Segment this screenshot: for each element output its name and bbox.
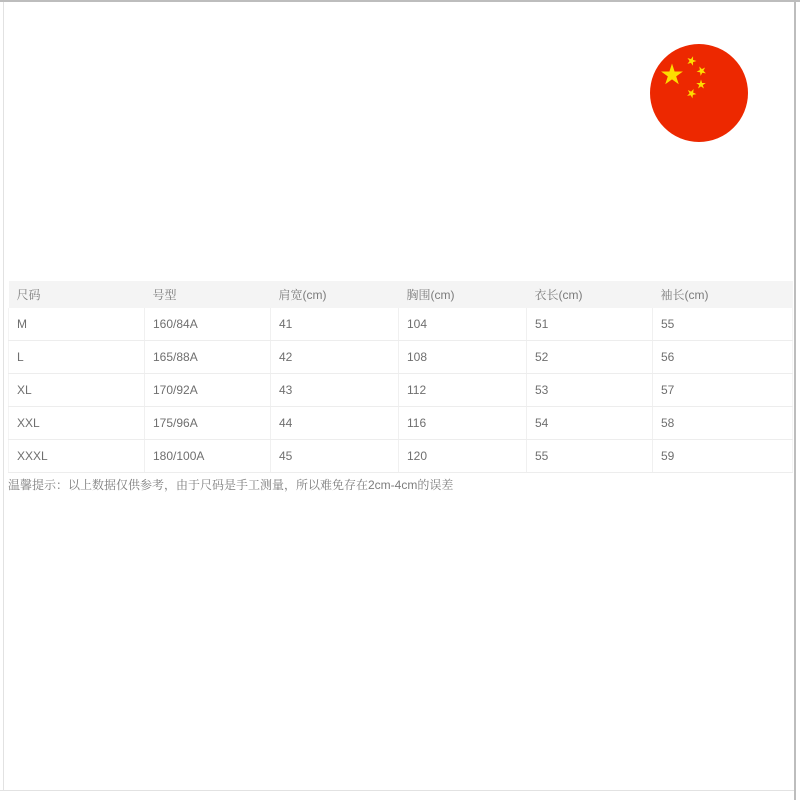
cell-size: XL bbox=[9, 374, 145, 407]
cell-model: 160/84A bbox=[145, 308, 271, 341]
cell-size: L bbox=[9, 341, 145, 374]
header-length: 衣长(cm) bbox=[527, 281, 653, 308]
header-size: 尺码 bbox=[9, 281, 145, 308]
table-row bbox=[9, 341, 793, 374]
cell-shoulder: 41 bbox=[271, 308, 399, 341]
cell-size: XXL bbox=[9, 407, 145, 440]
cell-shoulder: 44 bbox=[271, 407, 399, 440]
header-shoulder: 肩宽(cm) bbox=[271, 281, 399, 308]
table-row bbox=[9, 308, 793, 341]
cell-length: 53 bbox=[527, 374, 653, 407]
cell-model: 180/100A bbox=[145, 440, 271, 473]
cell-length: 51 bbox=[527, 308, 653, 341]
cell-sleeve: 59 bbox=[653, 440, 793, 473]
cell-size: XXXL bbox=[9, 440, 145, 473]
frame-border-right bbox=[794, 0, 796, 800]
cell-sleeve: 55 bbox=[653, 308, 793, 341]
table-row bbox=[9, 374, 793, 407]
cell-chest: 108 bbox=[399, 341, 527, 374]
table-header-row bbox=[9, 281, 793, 308]
size-chart-table bbox=[8, 281, 793, 473]
cell-length: 52 bbox=[527, 341, 653, 374]
header-model: 号型 bbox=[145, 281, 271, 308]
china-flag-icon bbox=[650, 44, 748, 142]
cell-model: 175/96A bbox=[145, 407, 271, 440]
cell-shoulder: 42 bbox=[271, 341, 399, 374]
cell-chest: 120 bbox=[399, 440, 527, 473]
cell-sleeve: 56 bbox=[653, 341, 793, 374]
cell-model: 170/92A bbox=[145, 374, 271, 407]
cell-sleeve: 57 bbox=[653, 374, 793, 407]
frame-border-top bbox=[0, 0, 800, 2]
cell-shoulder: 45 bbox=[271, 440, 399, 473]
cell-model: 165/88A bbox=[145, 341, 271, 374]
table-row bbox=[9, 407, 793, 440]
frame-border-bottom bbox=[0, 790, 794, 791]
cell-chest: 104 bbox=[399, 308, 527, 341]
cell-chest: 112 bbox=[399, 374, 527, 407]
cell-size: M bbox=[9, 308, 145, 341]
cell-sleeve: 58 bbox=[653, 407, 793, 440]
cell-length: 55 bbox=[527, 440, 653, 473]
frame-border-left bbox=[3, 2, 4, 791]
size-note: 温馨提示：以上数据仅供参考，由于尺码是手工测量，所以难免存在2cm-4cm的误差 bbox=[8, 478, 454, 492]
cell-length: 54 bbox=[527, 407, 653, 440]
table-row bbox=[9, 440, 793, 473]
cell-shoulder: 43 bbox=[271, 374, 399, 407]
header-chest: 胸围(cm) bbox=[399, 281, 527, 308]
cell-chest: 116 bbox=[399, 407, 527, 440]
header-sleeve: 袖长(cm) bbox=[653, 281, 793, 308]
